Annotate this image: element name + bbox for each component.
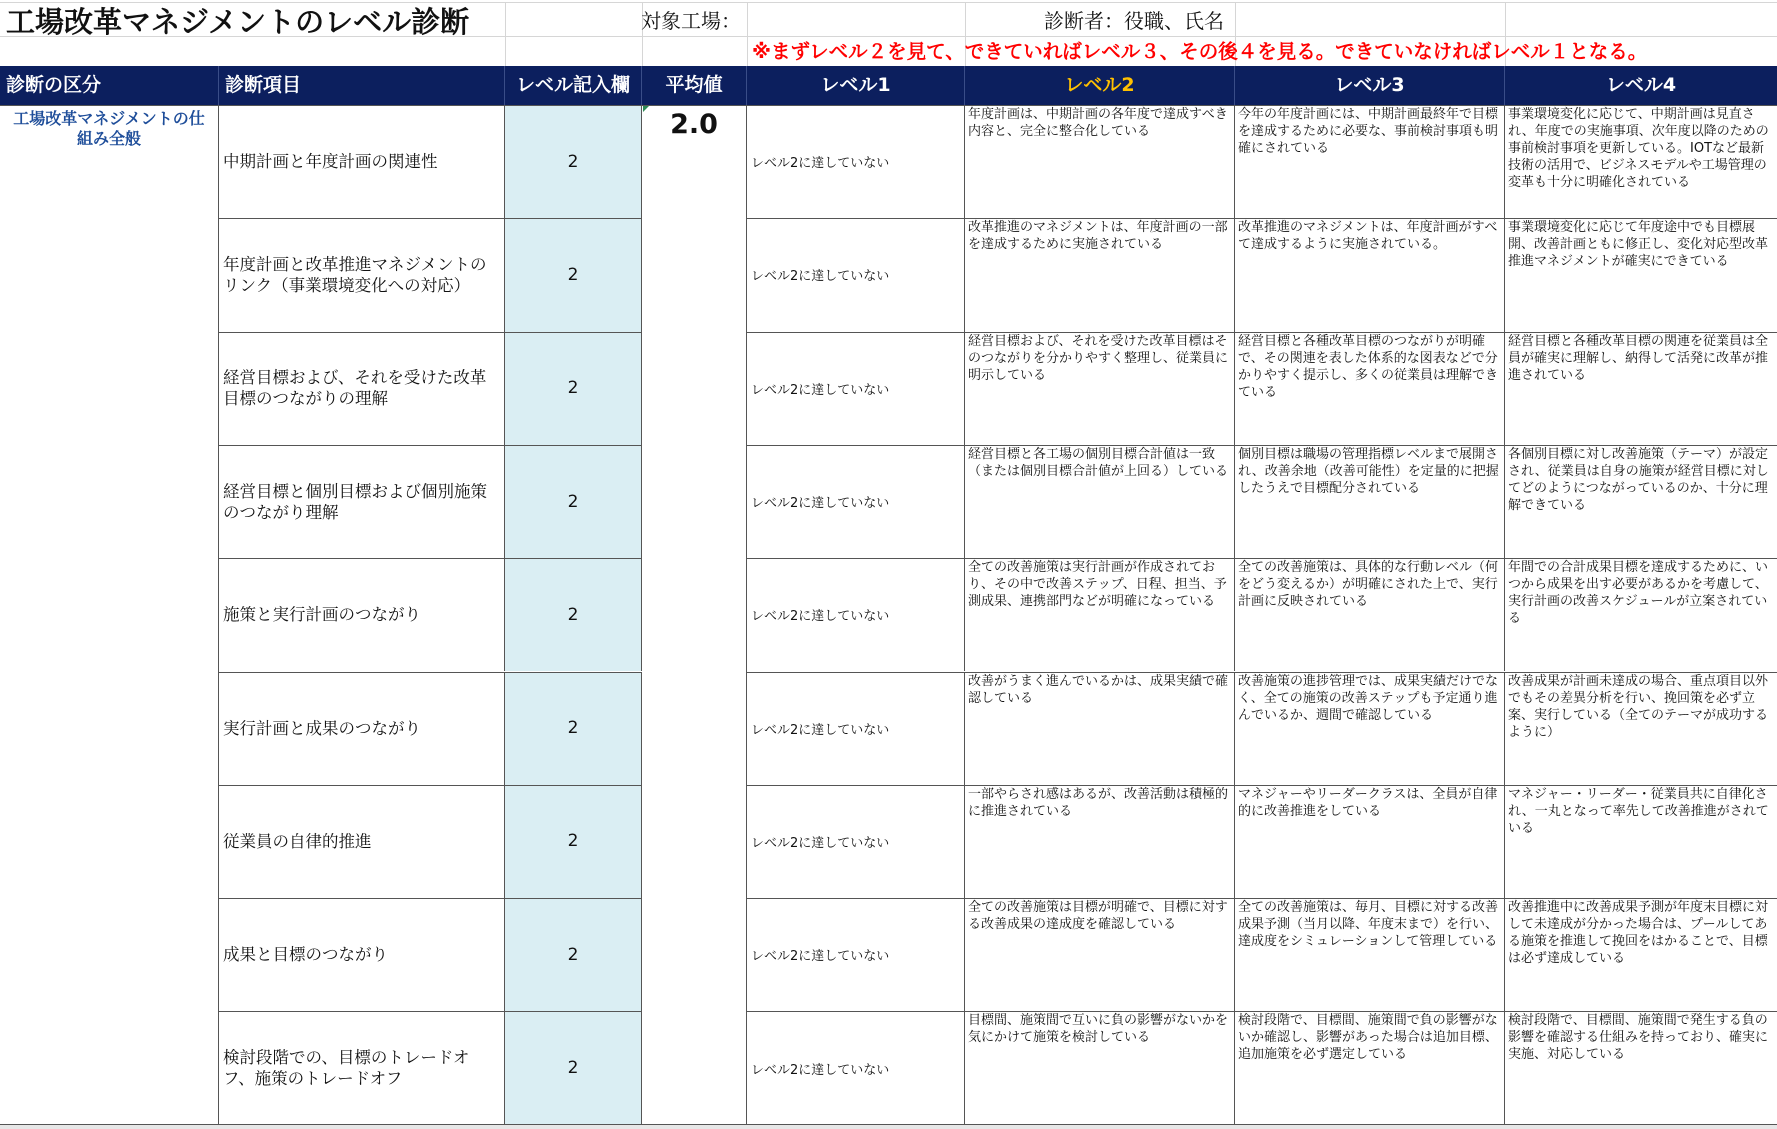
level4-description-cell[interactable]: マネジャー・リーダー・従業員共に自律化され、一丸となって率先して改善推進がされている (1508, 786, 1769, 836)
level3-description-cell[interactable]: 改善施策の進捗管理では、成果実績だけでなく、全ての施策の改善ステップも予定通り進んでいるか、週間で確認している (1235, 672, 1505, 785)
level1-cell[interactable]: レベル2に達していない (747, 445, 965, 558)
level2-description-cell[interactable]: 目標間、施策間で互いに負の影響がないかを気にかけて施策を検討している (965, 1011, 1235, 1124)
level-entry-cell[interactable]: 2 (505, 1011, 642, 1124)
row-divider (747, 898, 1777, 899)
row-divider (747, 1011, 1777, 1012)
level1-cell[interactable]: レベル2に達していない (747, 218, 965, 331)
row-divider (219, 785, 642, 786)
level4-description-cell[interactable]: 事業環境変化に応じて、中期計画は見直され、年度での実施事項、次年度以降のための事前検討事項を更新している。IOTなど最新技術の活用で、ビジネスモデルや工場管理の変革も十分に明確化されている (1508, 107, 1769, 190)
col-header-level-entry[interactable]: レベル記入欄 (505, 66, 642, 105)
level4-description-cell[interactable]: 事業環境変化に応じて年度途中でも目標展開、改善計画ともに修正し、変化対応型改革推進マネジメントが確実にできている (1508, 220, 1769, 270)
diagnosis-item-cell[interactable]: 年度計画と改革推進マネジメントのリンク（事業環境変化への対応） (219, 218, 505, 331)
level2-description-cell[interactable]: 年度計画は、中期計画の各年度で達成すべき内容と、完全に整合化している (965, 105, 1235, 218)
row-divider (219, 672, 642, 673)
category-label: 工場改革マネジメントの仕組み全般 (13, 109, 205, 148)
row-divider (219, 898, 642, 899)
row-divider (747, 218, 1777, 219)
average-value: 2.0 (670, 109, 718, 140)
level1-cell[interactable]: レベル2に達していない (747, 785, 965, 898)
row-divider (747, 558, 1777, 559)
col-header-item[interactable]: 診断項目 (219, 66, 505, 105)
level4-description-cell[interactable]: 検討段階で、目標間、施策間で発生する負の影響を確認する仕組みを持っており、確実に実施、対応している (1508, 1013, 1769, 1063)
level-entry-cell[interactable]: 2 (505, 332, 642, 445)
level3-description-cell[interactable]: マネジャーやリーダークラスは、全員が自律的に改善推進をしている (1235, 785, 1505, 898)
level-entry-cell[interactable]: 2 (505, 105, 642, 218)
instruction-notice: ※まずレベル２を見て、できていればレベル３、その後４を見る。できていなければレベル１となる。 (752, 40, 1648, 63)
top-gridline (505, 2, 506, 66)
level-entry-cell[interactable]: 2 (505, 672, 642, 785)
level2-description-cell[interactable]: 全ての改善施策は実行計画が作成されており、その中で改善ステップ、日程、担当、予測成果、連携部門などが明確になっている (965, 558, 1235, 671)
col-header-average[interactable]: 平均値 (642, 66, 747, 105)
level2-description-cell[interactable]: 改革推進のマネジメントは、年度計画の一部を達成するために実施されている (965, 218, 1235, 331)
row-divider (219, 1011, 642, 1012)
diagnosis-item-cell[interactable]: 施策と実行計画のつながり (219, 558, 505, 671)
level1-cell[interactable]: レベル2に達していない (747, 1011, 965, 1124)
assessor-label: 診断者：役職、氏名 (1044, 9, 1224, 33)
level4-description-cell[interactable]: 改善推進中に改善成果予測が年度末目標に対して未達成が分かった場合は、プールしてある施策を推進して挽回をはかることで、目標は必ず達成している (1508, 900, 1769, 967)
top-gridline (747, 2, 748, 66)
bottom-scroll-area (0, 1125, 1777, 1129)
level-entry-cell[interactable]: 2 (505, 785, 642, 898)
col-header-level2[interactable]: レベル2 (965, 66, 1235, 105)
row-divider (747, 332, 1777, 333)
row-divider (219, 445, 642, 446)
level1-cell[interactable]: レベル2に達していない (747, 105, 965, 218)
level-entry-cell[interactable]: 2 (505, 445, 642, 558)
level1-cell[interactable]: レベル2に達していない (747, 672, 965, 785)
sheet-title: 工場改革マネジメントのレベル診断 (6, 5, 470, 39)
col-header-level1[interactable]: レベル1 (747, 66, 965, 105)
level1-cell[interactable]: レベル2に達していない (747, 898, 965, 1011)
level3-description-cell[interactable]: 経営目標と各種改革目標のつながりが明確で、その関連を表した体系的な図表などで分かりやすく提示し、多くの従業員は理解できている (1235, 332, 1505, 445)
level3-description-cell[interactable]: 今年の年度計画には、中期計画最終年で目標を達成するために必要な、事前検討事項も明確にされている (1235, 105, 1505, 218)
diagnosis-item-cell[interactable]: 経営目標と個別目標および個別施策のつながり理解 (219, 445, 505, 558)
target-factory-label: 対象工場： (641, 9, 741, 33)
level3-description-cell[interactable]: 全ての改善施策は、具体的な行動レベル（何をどう変えるか）が明確にされた上で、実行計画に反映されている (1235, 558, 1505, 671)
category-cell[interactable] (0, 105, 219, 1125)
col-header-level4[interactable]: レベル4 (1505, 66, 1777, 105)
formula-indicator-icon (643, 106, 649, 112)
diagnosis-item-cell[interactable]: 経営目標および、それを受けた改革目標のつながりの理解 (219, 332, 505, 445)
diagnosis-item-cell[interactable]: 検討段階での、目標のトレードオフ、施策のトレードオフ (219, 1011, 505, 1124)
level2-description-cell[interactable]: 全ての改善施策は目標が明確で、目標に対する改善成果の達成度を確認している (965, 898, 1235, 1011)
col-header-category[interactable]: 診断の区分 (0, 66, 219, 105)
level4-description-cell[interactable]: 年間での合計成果目標を達成するために、いつから成果を出す必要があるかを考慮して、実行計画の改善スケジュールが立案されている (1508, 560, 1769, 627)
diagnosis-item-cell[interactable]: 従業員の自律的推進 (219, 785, 505, 898)
row-divider (219, 332, 642, 333)
level2-description-cell[interactable]: 経営目標と各工場の個別目標合計値は一致（または個別目標合計値が上回る）している (965, 445, 1235, 558)
level1-cell[interactable]: レベル2に達していない (747, 332, 965, 445)
level2-description-cell[interactable]: 経営目標および、それを受けた改革目標はそのつながりを分かりやすく整理し、従業員に明示している (965, 332, 1235, 445)
row-divider (219, 218, 642, 219)
level3-description-cell[interactable]: 検討段階で、目標間、施策間で負の影響がないか確認し、影響があった場合は追加目標、追加施策を必ず選定している (1235, 1011, 1505, 1124)
level-entry-cell[interactable]: 2 (505, 898, 642, 1011)
col-header-level3[interactable]: レベル3 (1235, 66, 1505, 105)
average-cell[interactable] (642, 105, 747, 1125)
diagnosis-item-cell[interactable]: 成果と目標のつながり (219, 898, 505, 1011)
level2-description-cell[interactable]: 改善がうまく進んでいるかは、成果実績で確認している (965, 672, 1235, 785)
row-divider (747, 785, 1777, 786)
level3-description-cell[interactable]: 改革推進のマネジメントは、年度計画がすべて達成するように実施されている。 (1235, 218, 1505, 331)
level3-description-cell[interactable]: 全ての改善施策は、毎月、目標に対する改善成果予測（当月以降、年度末まで）を行い、達成度をシミュレーションして管理している (1235, 898, 1505, 1011)
level1-cell[interactable]: レベル2に達していない (747, 558, 965, 671)
level4-description-cell[interactable]: 経営目標と各種改革目標の関連を従業員は全員が確実に理解し、納得して活発に改革が推進されている (1508, 333, 1769, 383)
diagnosis-item-cell[interactable]: 実行計画と成果のつながり (219, 672, 505, 785)
level4-description-cell[interactable]: 各個別目標に対し改善施策（テーマ）が設定され、従業員は自身の施策が経営目標に対してどのようにつながっているのか、十分に理解できている (1508, 446, 1769, 513)
level-entry-cell[interactable]: 2 (505, 558, 642, 671)
row-divider (219, 558, 642, 559)
level4-description-cell[interactable]: 改善成果が計画未達成の場合、重点項目以外でもその差異分析を行い、挽回策を必ず立案、実行している（全てのテーマが成功するように） (1508, 673, 1769, 740)
diagnosis-item-cell[interactable]: 中期計画と年度計画の関連性 (219, 105, 505, 218)
level2-description-cell[interactable]: 一部やらされ感はあるが、改善活動は積極的に推進されている (965, 785, 1235, 898)
row-divider (747, 445, 1777, 446)
row-divider (747, 672, 1777, 673)
level3-description-cell[interactable]: 個別目標は職場の管理指標レベルまで展開され、改善余地（改善可能性）を定量的に把握したうえで目標配分されている (1235, 445, 1505, 558)
level-entry-cell[interactable]: 2 (505, 218, 642, 331)
